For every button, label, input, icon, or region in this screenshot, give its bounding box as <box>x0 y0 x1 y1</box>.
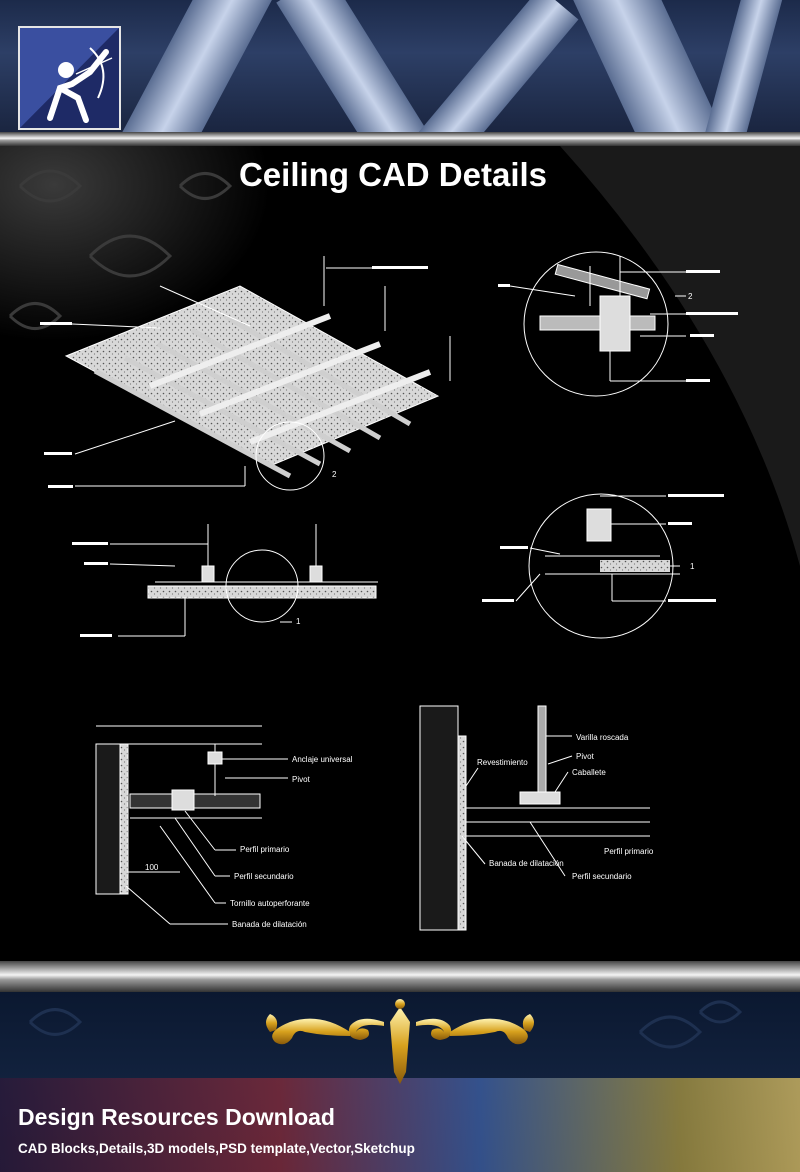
bottom-chrome-bar <box>0 961 800 992</box>
header-banner <box>0 0 800 132</box>
callout-1-label: 1 <box>296 617 301 626</box>
detail-2-drawing <box>498 252 738 396</box>
drawing-panel <box>0 146 800 961</box>
perfil-primario-left-label: Perfil primario <box>240 845 290 854</box>
footer-title: Design Resources Download <box>18 1104 335 1130</box>
isometric-ceiling-drawing <box>40 256 450 490</box>
ceiling-cad-drawings <box>0 146 800 961</box>
detail-1-drawing <box>482 494 724 638</box>
perfil-secundario-left-label: Perfil secundario <box>234 872 294 881</box>
caballete-label: Caballete <box>572 768 606 777</box>
steel-beam <box>412 0 579 132</box>
wall-section-right <box>420 706 654 930</box>
steel-beam <box>276 0 443 132</box>
page-title: Ceiling CAD Details <box>238 156 548 193</box>
varilla-label: Varilla roscada <box>576 733 629 742</box>
callout-2-label: 2 <box>332 470 337 479</box>
dim-100-label: 100 <box>145 863 159 872</box>
banada-left-label: Banada de dilatación <box>232 920 307 929</box>
callout-2b-label: 2 <box>688 292 693 301</box>
section-drawing <box>72 524 378 637</box>
perfil-primario-right-label: Perfil primario <box>604 847 654 856</box>
gold-ornament-icon <box>266 999 534 1084</box>
footer-subtitle: CAD Blocks,Details,3D models,PSD template,Vector,Sketchup <box>18 1141 415 1156</box>
banada-right-label: Banada de dilatación <box>489 859 564 868</box>
top-chrome-bar <box>0 132 800 146</box>
revestimiento-label: Revestimiento <box>477 758 528 767</box>
pivot-right-label: Pivot <box>576 752 594 761</box>
archer-icon <box>20 28 119 128</box>
steel-beam <box>112 0 277 132</box>
tornillo-label: Tornillo autoperforante <box>230 899 310 908</box>
archer-logo <box>18 26 121 130</box>
steel-beam <box>567 0 732 132</box>
pivot-left-label: Pivot <box>292 775 310 784</box>
anclaje-universal-label: Anclaje universal <box>292 755 353 764</box>
perfil-secundario-right-label: Perfil secundario <box>572 872 632 881</box>
wall-section-left <box>96 726 353 929</box>
callout-1b-label: 1 <box>690 562 695 571</box>
